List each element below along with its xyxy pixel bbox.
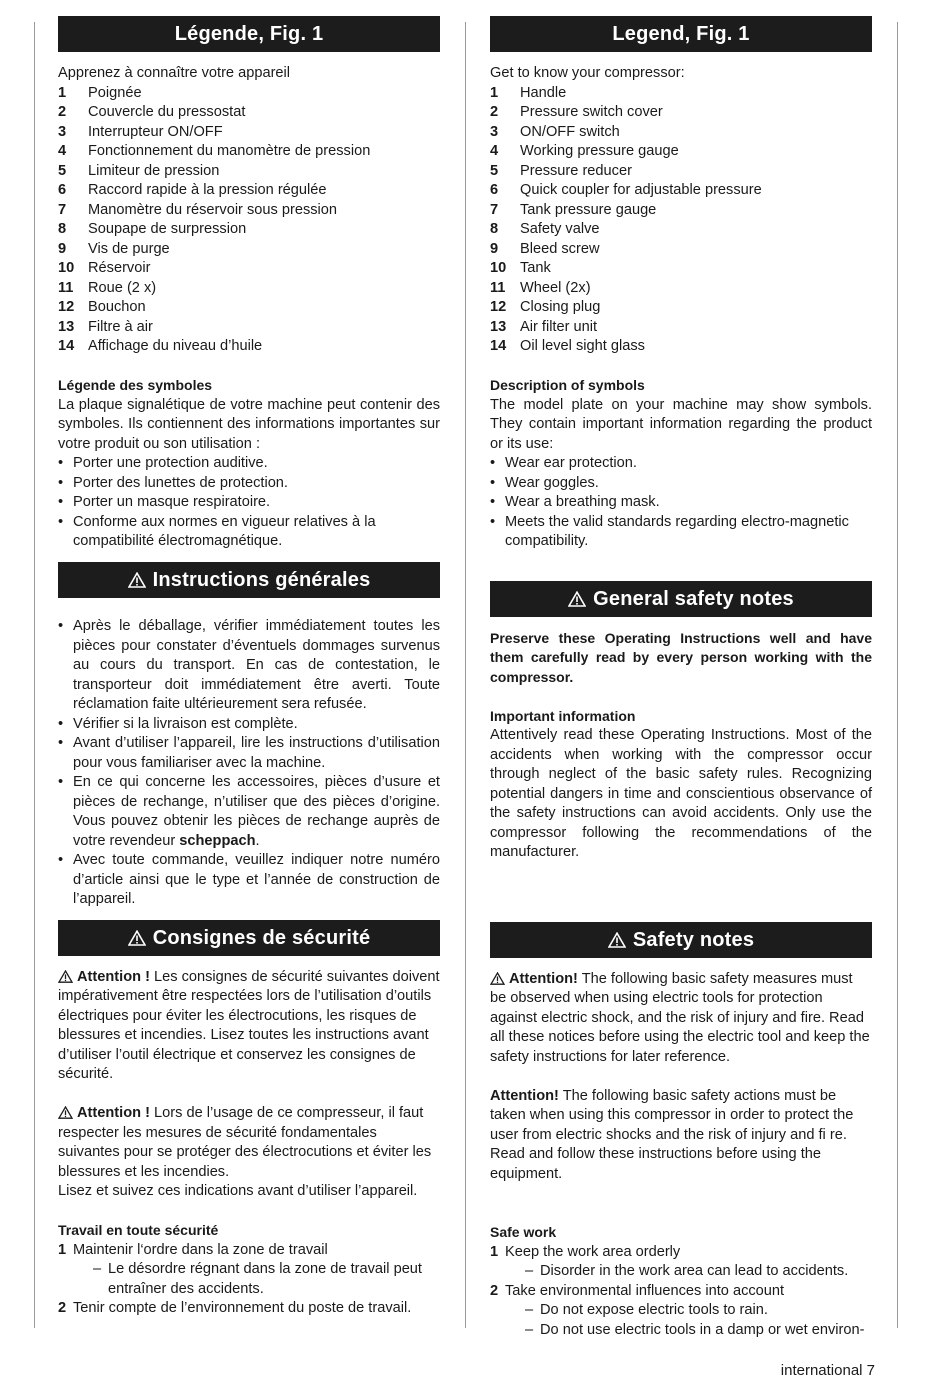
part-number: 12 [58, 299, 75, 315]
part-label: Fonctionnement du manomètre de pression [88, 143, 371, 159]
parts-list-item [490, 220, 872, 240]
list-item: – Le désordre régnant dans la zone de travail peut entraîner des accidents. [93, 1260, 440, 1299]
part-number: 4 [58, 143, 67, 159]
part-label: Wheel (2x) [520, 279, 591, 296]
safe-work-item [490, 1243, 872, 1282]
part-number: 9 [58, 240, 67, 257]
list-item: • Avant d’utiliser l’appareil, lire les instructions d’utilisation pour vous familiariser avec la machine. [58, 734, 440, 773]
safety-paragraph-3-fr: Lisez et suivez ces indications avant d’utiliser l’appareil. [58, 1183, 418, 1199]
part-number: 3 [490, 123, 499, 140]
parts-list-item [490, 103, 872, 123]
list-item: • En ce qui concerne les accessoires, pièces d’usure et pièces de rechange, n’utiliser que des pièces d’origine. Vous pouvez obtenir les pièces de rechange auprès de votre revendeur scheppach. [58, 773, 440, 851]
parts-list-item [490, 142, 872, 162]
part-label: Pressure reducer [520, 162, 632, 179]
list-item: • Après le déballage, vérifier immédiatement toutes les pièces pour constater d’éventuels dommages survenus au cours du transport. En cas de contestation, le transporteur doit immédiatement être averti. Toute réclamation faite ultérieurement sera refusée. [58, 617, 440, 715]
parts-list-fr [58, 84, 440, 357]
safety-paragraph-2-fr: Attention ! Lors de l’usage de ce compresseur, il faut respecter les mesures de sécurité fondamentales suivantes pour se protéger des électrocutions et éviter les blessures et les incendies. [58, 1105, 432, 1180]
parts-list-item [490, 201, 872, 221]
list-item: • Avec toute commande, veuillez indiquer notre numéro d’article ainsi que le type et l’année de construction de l’appareil. [58, 851, 440, 910]
part-label: Tank pressure gauge [520, 201, 657, 218]
part-number: 6 [58, 182, 67, 198]
part-number: 11 [58, 279, 74, 296]
list-item: • Vérifier si la livraison est complète. [58, 715, 440, 735]
part-label: Couvercle du pressostat [88, 104, 246, 120]
list-item: – Do not use electric tools in a damp or wet environ- [525, 1321, 872, 1341]
part-number: 14 [58, 338, 75, 354]
part-number: 9 [490, 240, 499, 257]
parts-list-item [58, 337, 440, 357]
safe-work-item [58, 1241, 440, 1300]
parts-list-item [490, 181, 872, 201]
part-label: Limiteur de pression [88, 162, 220, 179]
part-number: 1 [490, 84, 499, 101]
safety-header-fr: Consignes de sécurité [58, 920, 440, 956]
parts-list-item [490, 318, 872, 338]
safe-work-list-en [490, 1243, 872, 1341]
list-item: • Wear ear protection. [490, 454, 872, 474]
symbols-list-fr [58, 454, 440, 552]
part-number: 3 [58, 123, 67, 140]
parts-list-item [58, 279, 440, 299]
part-label: Raccord rapide à la pression régulée [88, 182, 327, 198]
part-number: 6 [490, 182, 499, 198]
part-number: 5 [58, 162, 67, 179]
parts-list-item [490, 84, 872, 104]
list-item: • Meets the valid standards regarding electro-magnetic compatibility. [490, 513, 872, 552]
french-column [58, 16, 440, 1319]
list-item: • Porter une protection auditive. [58, 454, 440, 474]
warning-triangle-icon [128, 930, 146, 946]
safe-work-text: Keep the work area orderly [505, 1243, 681, 1260]
safety-paragraph-1-en: Attention! The following basic safety measures must be observed when using electric tools for protection against electric shock, and the risk of injury and fire. Read all these notices before using the electric tool and keep the safety instructions for later reference. [490, 970, 870, 1065]
list-item: • Porter un masque respiratoire. [58, 493, 440, 513]
parts-list-item [58, 181, 440, 201]
part-label: ON/OFF switch [520, 123, 620, 140]
general-header-en: General safety notes [490, 581, 872, 617]
general-list-fr [58, 617, 440, 910]
safe-work-sublist [73, 1260, 440, 1299]
safe-work-text: Tenir compte de l’environnement du poste de travail. [73, 1300, 412, 1316]
safe-work-number: 2 [58, 1300, 67, 1316]
part-label: Quick coupler for adjustable pressure [520, 182, 762, 198]
safe-work-text: Take environmental influences into account [505, 1282, 785, 1299]
parts-list-en [490, 84, 872, 357]
legend-header-fr: Légende, Fig. 1 [58, 16, 440, 52]
center-column-rule [465, 22, 466, 1328]
parts-list-item [490, 298, 872, 318]
list-item: – Do not expose electric tools to rain. [525, 1301, 872, 1321]
parts-list-item [490, 337, 872, 357]
symbols-heading-fr: Légende des symboles [58, 377, 213, 393]
preserve-instructions-en: Preserve these Operating Instructions well and have them carefully read by every person working with the compressor. [490, 629, 872, 685]
part-number: 7 [490, 201, 499, 218]
parts-list-item [58, 318, 440, 338]
list-item: • Porter des lunettes de protection. [58, 474, 440, 494]
safe-work-list-fr [58, 1241, 440, 1319]
general-header-fr: Instructions générales [58, 562, 440, 598]
part-label: Réservoir [88, 260, 151, 276]
parts-list-item [490, 279, 872, 299]
parts-list-item [58, 162, 440, 182]
part-number: 13 [490, 318, 507, 335]
part-label: Interrupteur ON/OFF [88, 123, 223, 140]
warning-triangle-icon [490, 972, 505, 985]
parts-list-item [58, 123, 440, 143]
part-number: 10 [490, 260, 507, 276]
part-number: 1 [58, 84, 67, 101]
part-label: Working pressure gauge [520, 143, 679, 159]
part-number: 12 [490, 299, 507, 315]
safe-work-heading-fr: Travail en toute sécurité [58, 1222, 219, 1238]
warning-triangle-icon [128, 572, 146, 588]
part-number: 5 [490, 162, 499, 179]
safe-work-number: 1 [490, 1243, 499, 1260]
part-number: 7 [58, 201, 67, 218]
important-text-en: Attentively read these Operating Instructions. Most of the accidents when working with the compressor occur through neglect of the basic safety rules. Recognizing potential dangers in time and conscientious observance of the safety instructions can avoid accidents. Only use the compressor following the recommendations of the manufacturer. [490, 727, 872, 860]
part-number: 8 [58, 221, 67, 237]
brand-name: scheppach [179, 832, 256, 849]
safety-paragraph-2-en: Attention! The following basic safety actions must be taken when using this compressor in order to protect the user from electric shocks and the risk of injury and fi re. Read and follow these instructions before using the equipment. [490, 1087, 854, 1182]
warning-triangle-icon [568, 591, 586, 607]
symbols-list-en [490, 454, 872, 552]
part-number: 13 [58, 318, 75, 335]
part-label: Poignée [88, 84, 142, 101]
warning-triangle-icon [58, 1106, 73, 1119]
part-label: Pressure switch cover [520, 104, 663, 120]
legend-intro-en: Get to know your compressor: [490, 65, 685, 81]
part-number: 10 [58, 260, 75, 276]
safety-header-en: Safety notes [490, 922, 872, 958]
part-label: Oil level sight glass [520, 338, 645, 354]
safe-work-number: 1 [58, 1241, 67, 1258]
parts-list-item [58, 298, 440, 318]
warning-triangle-icon [608, 932, 626, 948]
parts-list-item [58, 142, 440, 162]
part-label: Roue (2 x) [88, 279, 157, 296]
english-column [490, 16, 872, 1340]
symbols-text-en: The model plate on your machine may show symbols. They contain important information regarding the product or its use: [490, 396, 872, 452]
part-label: Safety valve [520, 221, 600, 237]
part-number: 8 [490, 221, 499, 237]
legend-intro-fr: Apprenez à connaître votre appareil [58, 65, 291, 81]
part-label: Bleed screw [520, 240, 600, 257]
safe-work-sublist [505, 1262, 872, 1282]
page-footer: international 7 [780, 1362, 875, 1379]
part-number: 2 [58, 104, 67, 120]
part-label: Soupape de surpression [88, 221, 247, 237]
part-label: Closing plug [520, 299, 601, 315]
safety-paragraph-1-fr: Attention ! Les consignes de sécurité suivantes doivent impérativement être respectées lors de l’utilisation d’outils électriques pour éviter les électrocutions, les risques de blessures et incendies. Lisez toutes les instructions avant d’utiliser l’outil électrique et conservez les consignes de sécurité. [58, 968, 440, 1082]
symbols-heading-en: Description of symbols [490, 377, 645, 393]
list-item: • Wear goggles. [490, 474, 872, 494]
parts-list-item [490, 259, 872, 279]
parts-list-item [490, 240, 872, 260]
list-item: • Wear a breathing mask. [490, 493, 872, 513]
safe-work-item [490, 1282, 872, 1341]
part-label: Handle [520, 84, 567, 101]
parts-list-item [58, 103, 440, 123]
parts-list-item [58, 240, 440, 260]
right-margin-rule [897, 22, 898, 1328]
parts-list-item [58, 84, 440, 104]
part-label: Filtre à air [88, 318, 153, 335]
parts-list-item [490, 123, 872, 143]
parts-list-item [58, 201, 440, 221]
safe-work-item [58, 1299, 440, 1319]
parts-list-item [58, 220, 440, 240]
part-label: Vis de purge [88, 240, 170, 257]
symbols-text-fr: La plaque signalétique de votre machine peut contenir des symboles. Ils contiennent des informations importantes sur votre produit ou son utilisation : [58, 396, 440, 452]
safe-work-number: 2 [490, 1282, 499, 1299]
safe-work-text: Maintenir l‘ordre dans la zone de travail [73, 1241, 328, 1258]
safe-work-heading-en: Safe work [490, 1224, 557, 1240]
part-label: Manomètre du réservoir sous pression [88, 201, 338, 218]
parts-list-item [58, 259, 440, 279]
safe-work-sublist [505, 1301, 872, 1340]
part-label: Tank [520, 260, 551, 276]
part-number: 14 [490, 338, 507, 354]
part-label: Affichage du niveau d’huile [88, 338, 263, 354]
part-number: 4 [490, 143, 499, 159]
important-heading-en: Important information [490, 707, 636, 724]
warning-triangle-icon [58, 970, 73, 983]
part-label: Air filter unit [520, 318, 598, 335]
part-number: 2 [490, 104, 499, 120]
part-number: 11 [490, 279, 506, 296]
list-item: • Conforme aux normes en vigueur relatives à la compatibilité électromagnétique. [58, 513, 440, 552]
legend-header-en: Legend, Fig. 1 [490, 16, 872, 52]
part-label: Bouchon [88, 299, 146, 315]
parts-list-item [490, 162, 872, 182]
left-margin-rule [34, 22, 35, 1328]
list-item: – Disorder in the work area can lead to accidents. [525, 1262, 872, 1282]
